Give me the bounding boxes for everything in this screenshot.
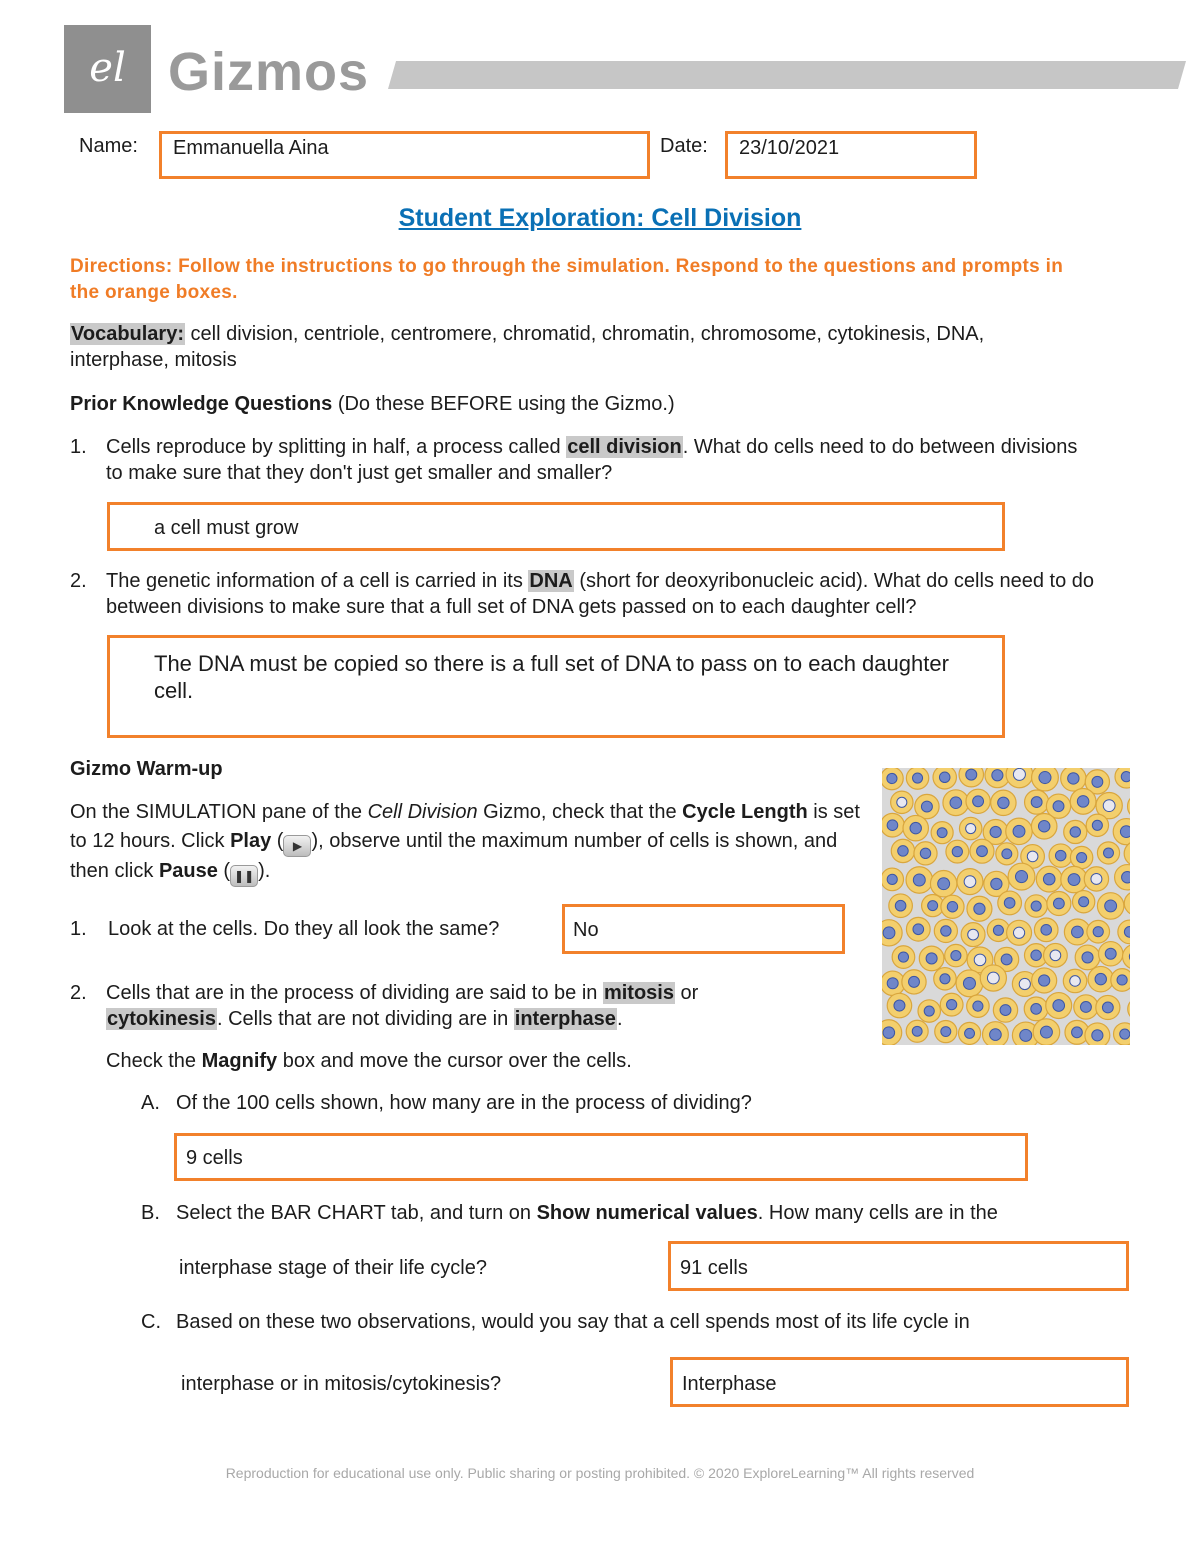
cell-nucleus — [1040, 1026, 1052, 1038]
q2b-text — [176, 1200, 1096, 1226]
cell-nucleus — [990, 1029, 1002, 1041]
cell-nucleus — [1105, 900, 1117, 912]
cell-nucleus — [924, 1006, 934, 1016]
warmup-heading: Gizmo Warm-up — [70, 758, 223, 780]
cell-nucleus — [897, 797, 907, 807]
q2c-line1: Based on these two observations, would you say that a cell spends most of its life cycle in — [176, 1311, 970, 1333]
cell-nucleus — [1019, 978, 1030, 989]
prior-q2-answer: The DNA must be copied so there is a full set of DNA to pass on to each daughter cell. — [154, 651, 949, 703]
intro-cycle-length: Cycle Length — [682, 801, 808, 823]
warmup-q1-answer-box[interactable] — [562, 904, 845, 954]
intro-p3: is set to 12 hours. Click — [70, 801, 860, 852]
warmup-q1-answer: No — [573, 919, 599, 941]
cell-nucleus — [968, 929, 979, 940]
cell-nucleus — [998, 797, 1009, 808]
cell-nucleus — [973, 796, 984, 807]
cell-nucleus — [977, 846, 988, 857]
cell-nucleus — [887, 978, 898, 989]
cell-nucleus — [913, 874, 925, 886]
cell-nucleus — [1080, 1001, 1091, 1012]
cell-nucleus — [965, 1028, 975, 1038]
cell-nucleus — [1053, 801, 1064, 812]
cell-nucleus — [1077, 853, 1087, 863]
cell-nucleus — [909, 976, 920, 987]
cell-nucleus — [883, 1027, 895, 1039]
prior-q1-number: 1. — [70, 436, 87, 458]
cell-nucleus — [952, 846, 962, 856]
vocabulary-label: Vocabulary: — [71, 323, 184, 345]
cell-nucleus — [1001, 954, 1012, 965]
cell-nucleus — [1077, 796, 1089, 808]
cell-nucleus — [1000, 1005, 1011, 1016]
q2b-show-numerical: Show numerical values — [536, 1202, 758, 1224]
cell-nucleus — [993, 925, 1003, 935]
cell-nucleus — [963, 977, 975, 989]
prior-q2-number: 2. — [70, 570, 87, 592]
cell-nucleus — [939, 772, 950, 783]
intro-p1: On the SIMULATION pane of the — [70, 801, 368, 823]
cell-simulation-image — [882, 768, 1130, 1045]
q2-p1: Cells that are in the process of dividing are said to be in — [106, 982, 603, 1004]
q2a-text: Of the 100 cells shown, how many are in the process of dividing? — [176, 1092, 752, 1114]
cell-nucleus — [964, 876, 976, 888]
cell-nucleus — [883, 927, 895, 939]
q2b-letter: B. — [141, 1202, 160, 1224]
cell-nucleus — [966, 823, 976, 833]
cell-nucleus — [1105, 948, 1116, 959]
magnify-pre: Check the — [106, 1050, 202, 1072]
cell-nucleus — [1027, 851, 1038, 862]
term-dna: DNA — [529, 570, 573, 592]
cell-nucleus — [974, 903, 985, 914]
header-bar — [388, 61, 1186, 89]
q2b-answer-box[interactable] — [668, 1241, 1129, 1291]
cell-nucleus — [1072, 926, 1084, 938]
vocabulary — [70, 321, 1080, 373]
prior-q1-post: . What do cells need to do between divisions to make sure that they don't just get smaller and smaller? — [106, 436, 1078, 484]
q2c-line2: interphase or in mitosis/cytokinesis? — [181, 1373, 502, 1395]
cell-nucleus — [1050, 950, 1061, 961]
directions: Directions: Follow the instructions to go through the simulation. Respond to the questions and prompts in the orange boxes. — [70, 256, 1064, 303]
cell-nucleus — [1104, 848, 1114, 858]
prior-heading-text: Prior Knowledge Questions — [70, 393, 333, 415]
q2a-answer-box[interactable] — [174, 1133, 1028, 1181]
cell-nucleus — [937, 828, 947, 838]
prior-q1-answer: a cell must grow — [154, 517, 299, 539]
pause-icon: ❚❚ — [230, 865, 258, 887]
prior-q2-post: (short for deoxyribonucleic acid). What do cells need to do between divisions to make sure that a full set of DNA gets passed on to each daughter cell? — [106, 570, 1095, 618]
cell-nucleus — [1079, 897, 1089, 907]
term-mitosis: mitosis — [603, 982, 674, 1004]
q2-p2: or — [674, 982, 699, 1004]
cell-nucleus — [910, 822, 921, 833]
cell-nucleus — [1041, 925, 1052, 936]
cell-nucleus — [1055, 850, 1066, 861]
q2-p3: . Cells that are not dividing are in — [216, 1008, 514, 1030]
cell-nucleus — [1015, 871, 1027, 883]
cell-nucleus — [913, 924, 924, 935]
q2b-post: . How many cells are in the — [757, 1202, 998, 1224]
cell-nucleus — [941, 1027, 951, 1037]
warmup-q1-number: 1. — [70, 918, 87, 940]
cell-nucleus — [1093, 927, 1103, 937]
cell-nucleus — [898, 952, 908, 962]
prior-q2-answer-box[interactable] — [107, 635, 1005, 738]
prior-q1-answer-box[interactable] — [107, 502, 1005, 551]
cell-nucleus — [928, 901, 938, 911]
intro-pause: Pause — [158, 859, 218, 882]
cell-nucleus — [947, 1000, 957, 1010]
q2c-letter: C. — [141, 1311, 161, 1333]
cell-nucleus — [887, 773, 897, 783]
cell-nucleus — [973, 1001, 983, 1011]
date-label: Date: — [660, 135, 708, 157]
q2b-pre: Select the BAR CHART tab, and turn on — [176, 1202, 537, 1224]
warmup-q2-text — [106, 980, 806, 1032]
intro-gizmo-name: Cell Division — [367, 801, 478, 823]
cell-nucleus — [1092, 1030, 1103, 1041]
cell-nucleus — [938, 878, 950, 890]
term-cytokinesis: cytokinesis — [107, 1008, 216, 1030]
cell-nucleus — [1039, 772, 1051, 784]
cell-nucleus — [940, 974, 950, 984]
cell-nucleus — [941, 926, 951, 936]
warmup-q2-number: 2. — [70, 982, 87, 1004]
q2a-letter: A. — [141, 1092, 160, 1114]
cell-nucleus — [1053, 1000, 1065, 1012]
q2c-answer: Interphase — [682, 1373, 777, 1395]
magnify-instruction — [106, 1048, 632, 1074]
cell-nucleus — [1070, 827, 1080, 837]
gizmos-brand: Gizmos — [168, 42, 370, 102]
name-label: Name: — [79, 135, 138, 157]
cell-nucleus — [920, 848, 930, 858]
cell-nucleus — [991, 878, 1002, 889]
cell-nucleus — [1117, 975, 1127, 985]
date-value: 23/10/2021 — [739, 137, 840, 159]
name-value: Emmanuella Aina — [173, 137, 329, 159]
prior-heading-note: (Do these BEFORE using the Gizmo.) — [332, 393, 675, 415]
cell-nucleus — [912, 1026, 922, 1036]
vocabulary-terms: cell division, centriole, centromere, chromatid, chromatin, chromosome, cytokinesis, DNA, interphase, mitosis — [70, 323, 985, 371]
warmup-intro: On the SIMULATION pane of the Cell Division Gizmo, check that the Cycle Length is set to 12 hours. Click Play ( ▶ ), observe until the maximum number of cells is shown, and then click Pause ( ❚❚ ). — [70, 798, 860, 887]
intro-play: Play — [230, 829, 272, 852]
q2c-answer-box[interactable] — [670, 1357, 1129, 1407]
q2b-answer: 91 cells — [680, 1257, 748, 1279]
cell-nucleus — [898, 846, 909, 857]
term-cell-division: cell division — [567, 436, 682, 458]
cell-nucleus — [1091, 873, 1102, 884]
cell-nucleus — [1031, 901, 1041, 911]
cell-nucleus — [1095, 973, 1106, 984]
cell-nucleus — [1043, 873, 1055, 885]
cell-nucleus — [950, 797, 962, 809]
cell-nucleus — [913, 773, 923, 783]
cell-nucleus — [1082, 952, 1093, 963]
cell-nucleus — [1013, 768, 1025, 780]
play-icon: ▶ — [283, 835, 311, 857]
prior-q2-text — [106, 568, 1126, 620]
cell-nucleus — [1013, 825, 1025, 837]
prior-q1-text — [106, 434, 1096, 486]
cell-nucleus — [992, 770, 1003, 781]
intro-p2: Gizmo, check that the — [477, 801, 683, 823]
cell-nucleus — [1122, 872, 1130, 883]
q2b-line2: interphase stage of their life cycle? — [179, 1257, 487, 1279]
cell-nucleus — [921, 801, 932, 812]
cell-nucleus — [1092, 820, 1102, 830]
cell-nucleus — [951, 951, 961, 961]
cell-nucleus — [1120, 1029, 1130, 1039]
prior-knowledge-heading — [70, 391, 675, 417]
date-field[interactable] — [725, 131, 977, 179]
cell-nucleus — [1121, 772, 1130, 782]
cell-nucleus — [1068, 773, 1079, 784]
cell-nucleus — [987, 972, 999, 984]
cell-nucleus — [887, 874, 897, 884]
cell-nucleus — [947, 902, 957, 912]
footer-copyright: Reproduction for educational use only. Public sharing or posting prohibited. © 2020 ExploreLearning™ All rights reserved — [225, 1465, 975, 1481]
cell-nucleus — [887, 820, 898, 831]
cell-nucleus — [1103, 800, 1115, 812]
cell-nucleus — [990, 826, 1001, 837]
cell-nucleus — [1013, 927, 1024, 938]
cell-nucleus — [1102, 1002, 1113, 1013]
q2a-answer: 9 cells — [186, 1147, 243, 1169]
cell-nucleus — [1002, 849, 1012, 859]
name-field[interactable] — [159, 131, 650, 179]
prior-q1-pre: Cells reproduce by splitting in half, a process called — [106, 436, 567, 458]
cell-nucleus — [895, 900, 906, 911]
cell-nucleus — [1120, 826, 1130, 838]
intro-p5: ). — [258, 859, 271, 882]
cell-nucleus — [1092, 776, 1103, 787]
term-interphase: interphase — [514, 1008, 616, 1030]
magnify-post: box and move the cursor over the cells. — [277, 1050, 632, 1072]
cell-nucleus — [1039, 975, 1050, 986]
cell-nucleus — [1031, 1004, 1042, 1015]
magnify-label: Magnify — [201, 1050, 278, 1072]
cell-nucleus — [926, 953, 937, 964]
prior-q2-pre: The genetic information of a cell is carried in its — [106, 570, 529, 592]
intro-p4: ), observe until the maximum number of cells is shown, and then click — [70, 829, 838, 882]
cell-nucleus — [1038, 820, 1049, 831]
cell-nucleus — [1020, 1029, 1032, 1041]
cell-nucleus — [1068, 874, 1080, 886]
cell-nucleus — [1004, 898, 1015, 909]
q2-p4: . — [616, 1008, 623, 1030]
warmup-q1-text: Look at the cells. Do they all look the same? — [108, 918, 500, 940]
cell-nucleus — [1031, 797, 1042, 808]
cell-nucleus — [974, 954, 986, 966]
cell-nucleus — [1070, 976, 1081, 987]
cell-nucleus — [966, 769, 977, 780]
explorelearning-logo-icon: el — [89, 45, 126, 91]
cell-nucleus — [1072, 1027, 1083, 1038]
cell-nucleus — [1031, 950, 1041, 960]
cell-nucleus — [1053, 898, 1064, 909]
page-title: Student Exploration: Cell Division — [398, 204, 802, 232]
cell-nucleus — [894, 1000, 905, 1011]
